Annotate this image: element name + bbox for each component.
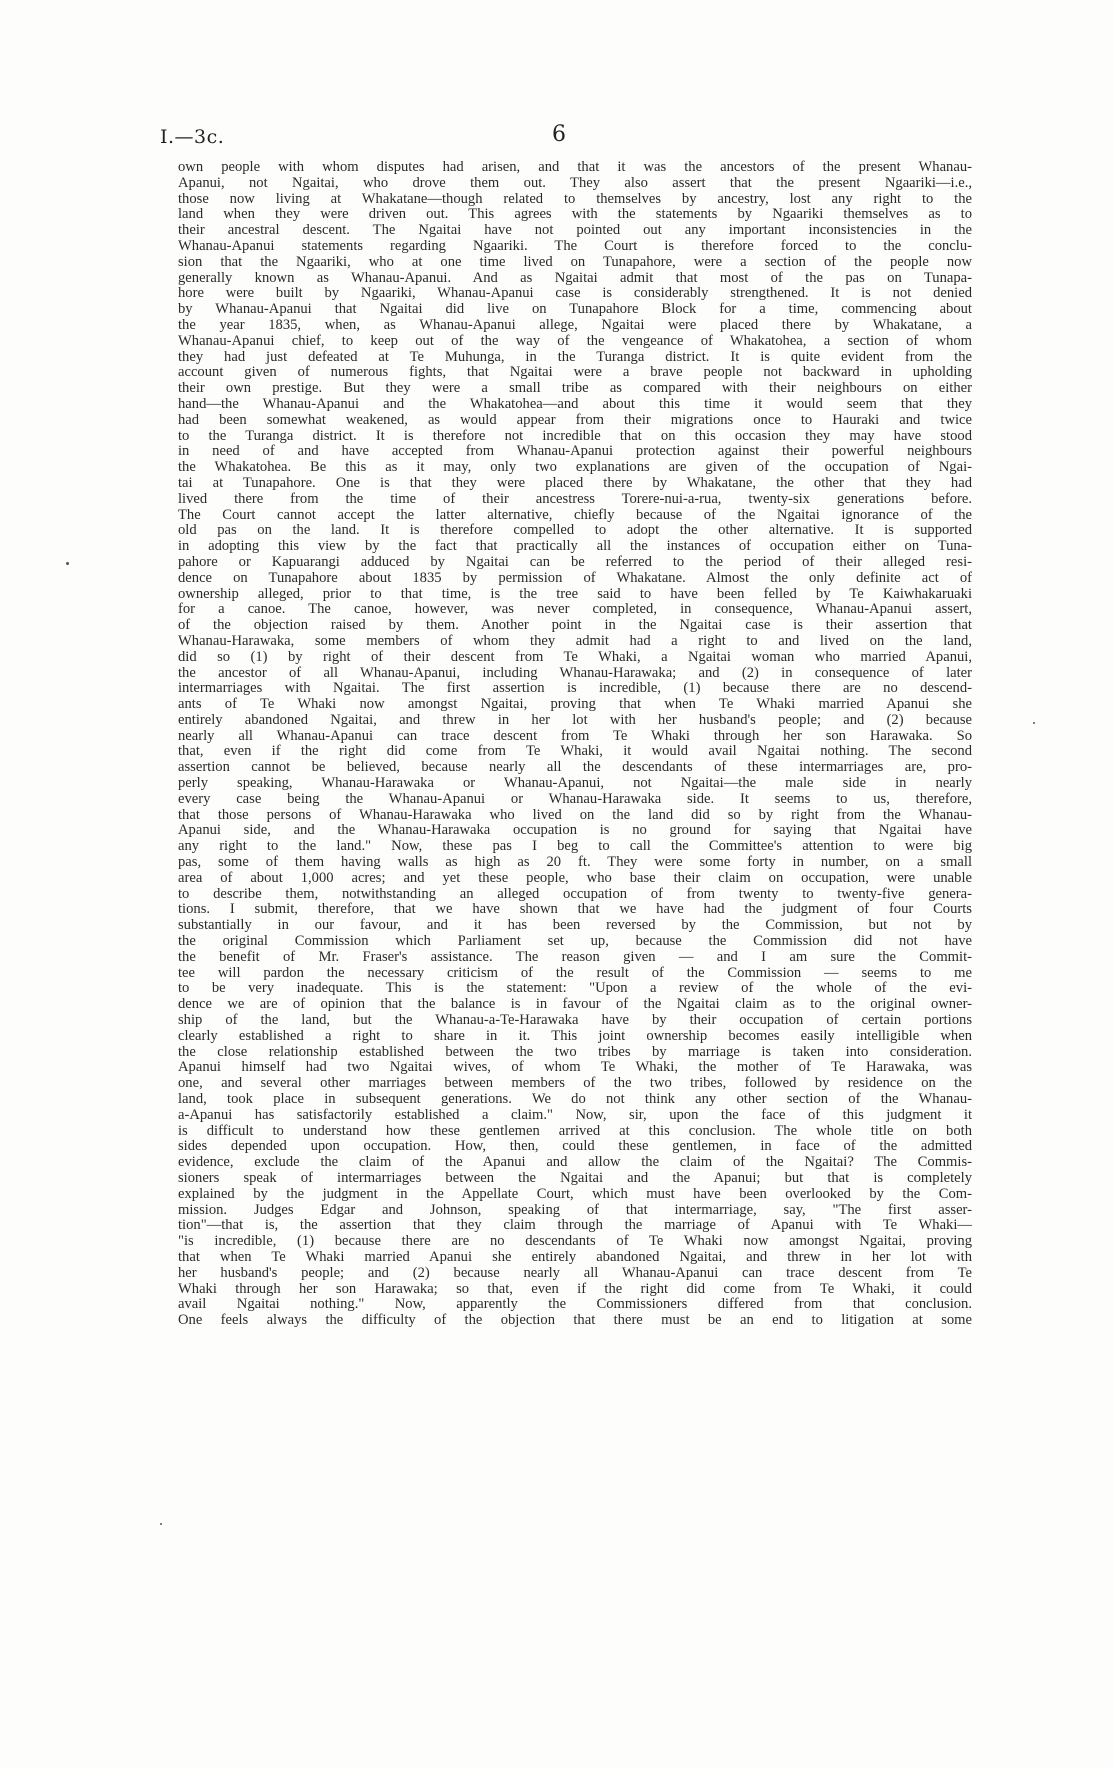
text-line: their own prestige. But they were a small tribe as compared with their neighbours on either bbox=[178, 380, 972, 397]
text-line: ownership alleged, prior to that time, is the tree said to have been felled by Te Kaiwhakaruaki bbox=[178, 585, 972, 602]
document-reference: I.—3c. bbox=[160, 126, 225, 148]
text-line: account given of numerous fights, that Ngaitai were a brave people not backward in upholding bbox=[178, 364, 972, 381]
text-line: "is incredible, (1) because there are no descendants of Te Whaki now amongst Ngaitai, proving bbox=[178, 1233, 972, 1250]
text-line: substantially in our favour, and it has been reversed by the Commission, but not by bbox=[178, 917, 972, 934]
text-line: they had just defeated at Te Muhunga, in the Turanga district. It is quite evident from the bbox=[178, 348, 972, 365]
text-line: is difficult to understand how these gentlemen arrived at this conclusion. The whole title on both bbox=[178, 1122, 972, 1139]
text-line: Whanau-Harawaka, some members of whom they admit had a right to and lived on the land, bbox=[178, 632, 972, 649]
text-line: the original Commission which Parliament set up, because the Commission did not have bbox=[178, 933, 972, 950]
text-line: dence we are of opinion that the balance is in favour of the Ngaitai claim as to the original owner- bbox=[178, 996, 972, 1013]
text-line: Whaki through her son Harawaka; so that, even if the right did come from Te Whaki, it could bbox=[178, 1280, 972, 1297]
text-line: sioners speak of intermarriages between the Ngaitai and the Apanui; but that is completely bbox=[178, 1170, 972, 1186]
text-line: tai at Tunapahore. One is that they were placed there by Whakatane, the other that they had bbox=[178, 474, 972, 491]
text-line: sides depended upon occupation. How, then, could these gentlemen, in face of the admitted bbox=[178, 1138, 972, 1155]
text-line: Apanui himself had two Ngaitai wives, of whom Te Whaki, the mother of Te Harawaka, was bbox=[178, 1059, 972, 1076]
text-line: their ancestral descent. The Ngaitai have not pointed out any important inconsistencies in the bbox=[178, 222, 972, 239]
text-line: that those persons of Whanau-Harawaka who lived on the land did so by right from the Whanau- bbox=[178, 806, 972, 823]
text-line: sion that the Ngaariki, who at one time lived on Tunapahore, were a section of the people now bbox=[178, 253, 972, 270]
text-line: any right to the land." Now, these pas I beg to call the Committee's attention to were big bbox=[178, 838, 972, 855]
text-line: pahore or Kapuarangi adduced by Ngaitai can be referred to the period of their alleged resi- bbox=[178, 553, 972, 570]
scan-speck bbox=[160, 1523, 162, 1525]
text-line: One feels always the difficulty of the objection that there must be an end to litigation at some bbox=[178, 1312, 972, 1329]
text-line: that, even if the right did come from Te Whaki, it would avail Ngaitai nothing. The second bbox=[178, 743, 972, 760]
text-line: the close relationship established between the two tribes by marriage is taken into consideration. bbox=[178, 1043, 972, 1060]
text-line: to the Turanga district. It is therefore not incredible that on this occasion they may have stood bbox=[178, 427, 972, 444]
text-line: in adopting this view by the fact that practically all the instances of occupation either on Tuna- bbox=[178, 538, 972, 555]
text-line: hand—the Whanau-Apanui and the Whakatohea—and about this time it would seem that they bbox=[178, 395, 972, 412]
text-line: that when Te Whaki married Apanui she entirely abandoned Ngaitai, and threw in her lot with bbox=[178, 1248, 972, 1265]
text-line: to describe them, notwithstanding an alleged occupation of from twenty to twenty-five genera- bbox=[178, 885, 972, 902]
body-text bbox=[178, 160, 972, 1329]
text-line: explained by the judgment in the Appellate Court, which must have been overlooked by the Com- bbox=[178, 1185, 972, 1202]
text-line: generally known as Whanau-Apanui. And as Ngaitai admit that most of the pas on Tunapa- bbox=[178, 269, 972, 286]
scan-speck bbox=[1033, 722, 1035, 724]
text-line: tion"—that is, the assertion that they claim through the marriage of Apanui with Te Whaki— bbox=[178, 1217, 972, 1234]
page-header bbox=[160, 122, 980, 156]
text-line: evidence, exclude the claim of the Apanui and allow the claim of the Ngaitai? The Commis- bbox=[178, 1154, 972, 1171]
text-line: assertion cannot be believed, because nearly all the descendants of these intermarriages are, pro- bbox=[178, 759, 972, 776]
text-line: in need of and have accepted from Whanau-Apanui protection against their powerful neighbours bbox=[178, 443, 972, 460]
text-line: area of about 1,000 acres; and yet these people, who base their claim on occupation, were unable bbox=[178, 869, 972, 886]
text-line: one, and several other marriages between members of the two tribes, followed by residence on the bbox=[178, 1075, 972, 1092]
text-line: Apanui side, and the Whanau-Harawaka occupation is no ground for saying that Ngaitai have bbox=[178, 822, 972, 839]
text-line: avail Ngaitai nothing." Now, apparently the Commissioners differed from that conclusion. bbox=[178, 1296, 972, 1313]
text-line: the Whakatohea. Be this as it may, only two explanations are given of the occupation of Ngai- bbox=[178, 459, 972, 476]
text-line: to be very inadequate. This is the statement: "Upon a review of the whole of the evi- bbox=[178, 980, 972, 997]
text-line: dence on Tunapahore about 1835 by permission of Whakatane. Almost the only definite act of bbox=[178, 569, 972, 586]
text-line: ship of the land, but the Whanau-a-Te-Harawaka have by their occupation of certain portions bbox=[178, 1012, 972, 1029]
text-line: ants of Te Whaki now amongst Ngaitai, proving that when Te Whaki married Apanui she bbox=[178, 696, 972, 713]
scan-speck bbox=[66, 562, 69, 565]
text-line: for a canoe. The canoe, however, was never completed, in consequence, Whanau-Apanui assert, bbox=[178, 601, 972, 618]
text-line: entirely abandoned Ngaitai, and threw in her lot with her husband's people; and (2) because bbox=[178, 711, 972, 728]
text-line: Apanui, not Ngaitai, who drove them out. They also assert that the present Ngaariki—i.e., bbox=[178, 174, 972, 191]
text-line: old pas on the land. It is therefore compelled to adopt the other alternative. It is supported bbox=[178, 522, 972, 539]
text-line: Whanau-Apanui statements regarding Ngaariki. The Court is therefore forced to the conclu- bbox=[178, 237, 972, 254]
text-line: lived there from the time of their ancestress Torere-nui-a-rua, twenty-six generations before. bbox=[178, 490, 972, 507]
text-line: by Whanau-Apanui that Ngaitai did live on Tunapahore Block for a time, commencing about bbox=[178, 301, 972, 318]
text-line: the benefit of Mr. Fraser's assistance. The reason given — and I am sure the Commit- bbox=[178, 948, 972, 965]
text-line: own people with whom disputes had arisen, and that it was the ancestors of the present Whanau- bbox=[178, 159, 972, 175]
text-line: tee will pardon the necessary criticism of the result of the Commission — seems to me bbox=[178, 964, 972, 981]
text-line: intermarriages with Ngaitai. The first assertion is incredible, (1) because there are no descend- bbox=[178, 680, 972, 697]
text-line: clearly established a right to share in it. This joint ownership becomes easily intelligible when bbox=[178, 1027, 972, 1044]
text-line: land, took place in subsequent generations. We do not think any other section of the Whanau- bbox=[178, 1091, 972, 1108]
page-number: 6 bbox=[552, 122, 566, 147]
text-line: those now living at Whakatane—though related to themselves by ancestry, lost any right to the bbox=[178, 190, 972, 207]
text-line: pas, some of them having walls as high as 20 ft. They were some forty in number, on a small bbox=[178, 854, 972, 871]
text-line: the ancestor of all Whanau-Apanui, including Whanau-Harawaka; and (2) in consequence of later bbox=[178, 664, 972, 681]
text-line: of the objection raised by them. Another point in the Ngaitai case is their assertion that bbox=[178, 617, 972, 634]
text-line: nearly all Whanau-Apanui can trace descent from Te Whaki through her son Harawaka. So bbox=[178, 727, 972, 744]
text-line: a-Apanui has satisfactorily established a claim." Now, sir, upon the face of this judgment it bbox=[178, 1106, 972, 1123]
text-line: every case being the Whanau-Apanui or Whanau-Harawaka side. It seems to us, therefore, bbox=[178, 790, 972, 807]
text-line: The Court cannot accept the latter alternative, chiefly because of the Ngaitai ignorance of the bbox=[178, 506, 972, 523]
text-line: her husband's people; and (2) because nearly all Whanau-Apanui can trace descent from Te bbox=[178, 1264, 972, 1281]
text-line: had been somewhat weakened, as would appear from their migrations once to Hauraki and twice bbox=[178, 411, 972, 428]
text-line: tions. I submit, therefore, that we have shown that we have had the judgment of four Courts bbox=[178, 901, 972, 918]
text-line: perly speaking, Whanau-Harawaka or Whanau-Apanui, not Ngaitai—the male side in nearly bbox=[178, 775, 972, 792]
text-line: did so (1) by right of their descent from Te Whaki, a Ngaitai woman who married Apanui, bbox=[178, 648, 972, 665]
text-line: Whanau-Apanui chief, to keep out of the way of the vengeance of Whakatohea, a section of whom bbox=[178, 332, 972, 349]
text-line: hore were built by Ngaariki, Whanau-Apanui case is considerably strengthened. It is not denied bbox=[178, 285, 972, 302]
text-line: land when they were driven out. This agrees with the statements by Ngaariki themselves as to bbox=[178, 206, 972, 223]
text-line: the year 1835, when, as Whanau-Apanui allege, Ngaitai were placed there by Whakatane, a bbox=[178, 316, 972, 333]
text-line: mission. Judges Edgar and Johnson, speaking of that intermarriage, say, "The first asser- bbox=[178, 1201, 972, 1218]
